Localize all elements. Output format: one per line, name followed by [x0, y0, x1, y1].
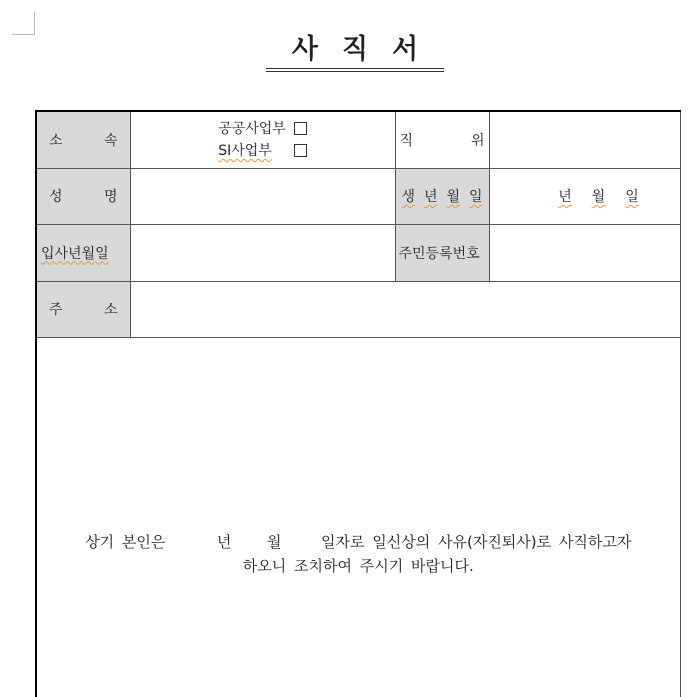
- name-value[interactable]: [130, 168, 395, 224]
- option-label: SI사업부: [218, 142, 272, 159]
- address-value[interactable]: [130, 281, 680, 337]
- title-char: 서: [392, 34, 443, 65]
- title-underline: [266, 68, 444, 69]
- checkbox[interactable]: [294, 144, 307, 157]
- label-hire-date: 입사년월일: [36, 224, 130, 281]
- title-underline-double: [266, 71, 444, 72]
- label-birth-date: 생 년 월 일: [395, 168, 489, 224]
- resident-number-value[interactable]: [489, 224, 680, 281]
- option-public-business[interactable]: [131, 118, 395, 140]
- statement-area: [36, 337, 680, 697]
- label-resident-number: 주민등록번호: [395, 224, 489, 281]
- page-corner-mark: [12, 12, 35, 35]
- label-affiliation: 소 속: [36, 111, 130, 168]
- statement-line-1: 상기 본인은 년 월 일자로 일신상의 사유(자진퇴사)로 사직하고자: [85, 532, 632, 551]
- title-char: 직: [341, 34, 393, 65]
- statement-line-2: 하오니 조치하여 주시기 바랍니다.: [242, 556, 474, 575]
- resignation-form-table: [35, 110, 681, 697]
- label-address: 주 소: [36, 281, 130, 337]
- label-position: 직 위: [395, 111, 489, 168]
- affiliation-options: [130, 111, 395, 168]
- position-value[interactable]: [489, 111, 680, 168]
- option-si-business[interactable]: [131, 140, 395, 162]
- document-title: [266, 34, 444, 72]
- birth-date-value[interactable]: 년 월 일: [489, 168, 680, 224]
- label-name: 성 명: [36, 168, 130, 224]
- title-char: 사: [291, 34, 342, 65]
- hire-date-value[interactable]: [130, 224, 395, 281]
- checkbox[interactable]: [294, 122, 307, 135]
- resignation-statement: [37, 530, 680, 578]
- option-label: 공공사업부: [218, 120, 286, 137]
